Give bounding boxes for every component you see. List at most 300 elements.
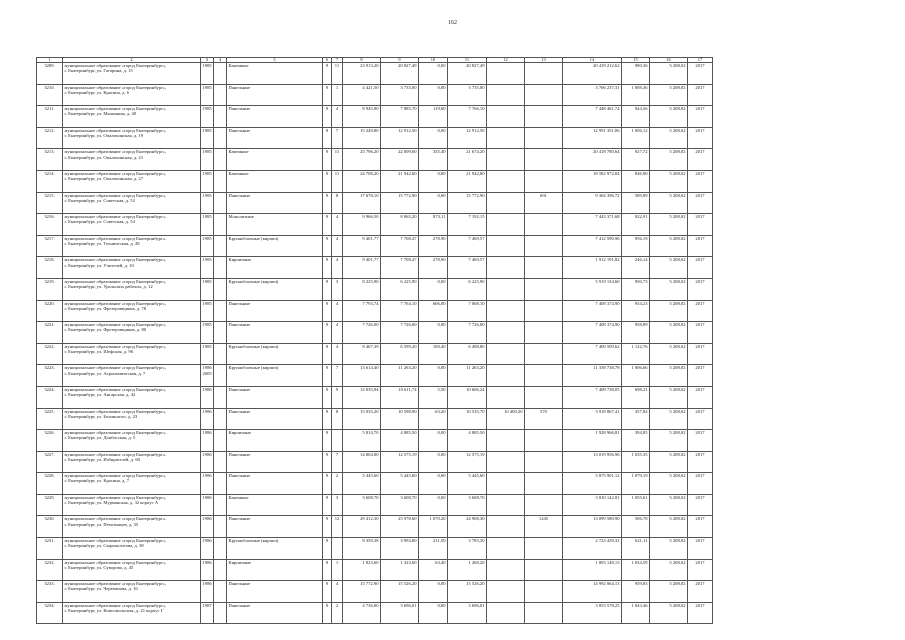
floors-cell: 9 (323, 559, 332, 581)
year-plan-cell: 2017 (688, 494, 713, 516)
entrances-cell (332, 538, 343, 560)
table-row (37, 84, 713, 106)
owner-text: муниципальное образование «город Екатеринбург», (64, 84, 167, 90)
total-area-cell: 8 225,90 (343, 278, 381, 300)
owner-text: муниципальное образование «город Екатеринбург», (64, 581, 167, 587)
owner-text: муниципальное образование «город Екатеринбург», (64, 149, 167, 155)
empty-cell (214, 365, 227, 387)
street-text: г. Екатеринбург, ул. Машинная, д. 40 (64, 111, 137, 117)
total-area-cell: 15 249,80 (343, 127, 381, 149)
owner-text: муниципальное образование «город Екатеринбург», (64, 300, 167, 306)
floors-cell: 9 (323, 430, 332, 452)
year-plan-cell: 2017 (688, 149, 713, 171)
year-plan-cell: 2017 (688, 473, 713, 495)
area-residential-cell: 22 009,60 (381, 149, 419, 171)
year-plan-cell: 2017 (688, 127, 713, 149)
column-number-cell: 3 (201, 58, 214, 63)
id-cell: 3226. (37, 430, 63, 452)
material-cell: Панельные (227, 386, 323, 408)
street-text: г. Екатеринбург, ул. Фрезеровщиков, д. 80 (64, 327, 147, 333)
cost-cell: 5 919 134,60 (563, 278, 622, 300)
material-cell: Кирпичные (227, 559, 323, 581)
year-plan-cell: 2017 (688, 602, 713, 624)
id-cell: 3223. (37, 365, 63, 387)
c13-cell (525, 386, 563, 408)
empty-cell (214, 473, 227, 495)
area-residential-cell: 7 708,47 (381, 235, 419, 257)
max-cost-cell: 5 208,02 (650, 451, 688, 473)
empty-cell (214, 516, 227, 538)
material-cell: Каменные (227, 63, 323, 85)
entrances-cell: 4 (332, 300, 343, 322)
area-nonres-cell: 0,00 (419, 430, 448, 452)
total-area-cell: 13 614,40 (343, 365, 381, 387)
empty-cell (214, 170, 227, 192)
column-number-cell: 6 (323, 58, 332, 63)
max-cost-cell: 5 208,02 (650, 149, 688, 171)
year-cell (201, 473, 214, 495)
max-cost-cell: 5 208,02 (650, 581, 688, 603)
c13-cell (525, 322, 563, 344)
area-residential-cell: 15 526,20 (381, 581, 419, 603)
entrances-cell: 7 (332, 451, 343, 473)
area-nonres-cell: 873,11 (419, 214, 448, 236)
entrances-cell: 7 (332, 127, 343, 149)
area-nonres-cell: 0,00 (419, 322, 448, 344)
column-number-cell: 17 (688, 58, 713, 63)
c13-cell (525, 538, 563, 560)
floors-cell: 9 (323, 386, 332, 408)
material-cell: Панельные (227, 451, 323, 473)
c12-cell (487, 106, 525, 128)
area-nonres-cell: 0,00 (419, 602, 448, 624)
cost-per-m2-cell: 980,36 (622, 63, 650, 85)
max-cost-cell: 5 208,02 (650, 473, 688, 495)
material-cell: Каменные (227, 170, 323, 192)
total-area-cell: 5 814,70 (343, 430, 381, 452)
cost-cell: 5 875 901,12 (563, 473, 622, 495)
area-residential-cell: 12 912,50 (381, 127, 419, 149)
floors-cell: 9 (323, 300, 332, 322)
area-residential-cell: 21 942,60 (381, 170, 419, 192)
table-row (37, 538, 713, 560)
cost-per-m2-cell: 394,85 (622, 430, 650, 452)
cost-cell: 1 893 148,13 (563, 559, 622, 581)
table-row (37, 214, 713, 236)
entrances-cell: 3 (332, 278, 343, 300)
year-cell (201, 235, 214, 257)
address-cell (63, 235, 201, 257)
id-cell: 3234. (37, 602, 63, 624)
c13-cell (525, 84, 563, 106)
c12-cell (487, 84, 525, 106)
area-nonres-cell: 0,00 (419, 278, 448, 300)
cost-per-m2-cell: 1 008,36 (622, 84, 650, 106)
address-cell (63, 322, 201, 344)
max-cost-cell: 5 208,02 (650, 430, 688, 452)
c12-cell (487, 235, 525, 257)
year-built-text: 1986 (202, 408, 212, 414)
max-cost-cell: 5 208,02 (650, 602, 688, 624)
year-cell (201, 214, 214, 236)
entrances-cell: 12 (332, 516, 343, 538)
cost-cell: 13 019 956,96 (563, 451, 622, 473)
floors-cell: 9 (323, 235, 332, 257)
area-common-cell: 7 469,57 (448, 257, 487, 279)
year-plan-cell: 2017 (688, 192, 713, 214)
year-plan-cell: 2017 (688, 214, 713, 236)
year-cell (201, 516, 214, 538)
year-cell (201, 538, 214, 560)
entrances-cell: 8 (332, 192, 343, 214)
c13-cell (525, 365, 563, 387)
year-plan-cell: 2017 (688, 257, 713, 279)
cost-per-m2-cell: 1 035,35 (622, 451, 650, 473)
year-plan-cell: 2017 (688, 63, 713, 85)
year-cell (201, 365, 214, 387)
year-built-text: 1986 (202, 494, 212, 500)
table-row (37, 192, 713, 214)
cost-per-m2-cell: 698,21 (622, 386, 650, 408)
address-cell (63, 581, 201, 603)
year-plan-cell: 2017 (688, 386, 713, 408)
table-row (37, 278, 713, 300)
c12-cell (487, 386, 525, 408)
area-common-cell: 12 912,50 (448, 127, 487, 149)
address-cell (63, 149, 201, 171)
empty-cell (214, 602, 227, 624)
entrances-cell: 4 (332, 106, 343, 128)
year-built-text: 1985 (202, 278, 212, 284)
id-cell: 3225. (37, 408, 63, 430)
table-row (37, 63, 713, 85)
material-cell: Крупноблочные (кирпич) (227, 538, 323, 560)
floors-cell: 9 (323, 170, 332, 192)
total-area-cell: 8 467,39 (343, 343, 381, 365)
area-common-cell: 15 772,90 (448, 192, 487, 214)
street-text: г. Екатеринбург, ул. Мурманская, д. 32 корпус А (64, 500, 159, 506)
total-area-cell: 8 359,38 (343, 538, 381, 560)
table-row (37, 149, 713, 171)
c13-cell (525, 63, 563, 85)
column-number-cell: 8 (343, 58, 381, 63)
material-cell: Крупноблочные (кирпич) (227, 278, 323, 300)
year-cell (201, 300, 214, 322)
column-number-cell: 7 (332, 58, 343, 63)
max-cost-cell: 5 208,02 (650, 322, 688, 344)
cost-cell: 7 408 374,90 (563, 322, 622, 344)
area-residential-cell: 20 827,49 (381, 63, 419, 85)
max-cost-cell: 5 208,02 (650, 192, 688, 214)
entrances-cell: 4 (332, 581, 343, 603)
address-cell (63, 408, 201, 430)
page-number: 162 (448, 20, 457, 26)
year-built-text: 1986 (202, 559, 212, 565)
area-nonres-cell: 211,50 (419, 538, 448, 560)
area-common-cell: 3 608,70 (448, 494, 487, 516)
empty-cell (214, 343, 227, 365)
c13-cell (525, 451, 563, 473)
material-cell: Панельные (227, 192, 323, 214)
year-cell (201, 192, 214, 214)
cost-per-m2-cell: 621,11 (622, 538, 650, 560)
floors-cell: 9 (323, 84, 332, 106)
floors-cell: 9 (323, 149, 332, 171)
area-common-cell: 10 606,24 (448, 386, 487, 408)
cost-per-m2-cell: 506,78 (622, 516, 650, 538)
owner-text: муниципальное образование «город Екатеринбург», (64, 170, 167, 176)
c13-cell (525, 106, 563, 128)
year-built-text: 1985 (202, 322, 212, 328)
max-cost-cell: 5 208,02 (650, 386, 688, 408)
owner-text: муниципальное образование «город Екатеринбург», (64, 192, 167, 198)
street-text: г. Екатеринбург, ул. Учителей, д. 10 (64, 262, 134, 268)
total-area-cell: 25 796,20 (343, 149, 381, 171)
year-cell (201, 257, 214, 279)
area-common-cell: 7 766,10 (448, 106, 487, 128)
c13-cell (525, 149, 563, 171)
owner-text: муниципальное образование «город Екатеринбург», (64, 408, 167, 414)
floors-cell: 9 (323, 451, 332, 473)
column-number-cell: 11 (448, 58, 487, 63)
floors-cell: 9 (323, 602, 332, 624)
street-text: г. Екатеринбург, ул. Опалихинская, д. 27 (64, 176, 144, 182)
total-area-cell: 4 736,00 (343, 602, 381, 624)
area-residential-cell: 5 445,60 (381, 473, 419, 495)
table-row (37, 559, 713, 581)
id-cell: 3218. (37, 257, 63, 279)
empty-cell (214, 451, 227, 473)
cost-per-m2-cell: 246,14 (622, 257, 650, 279)
max-cost-cell: 5 208,02 (650, 538, 688, 560)
area-residential-cell: 3 994,80 (381, 538, 419, 560)
cost-per-m2-cell: 950,73 (622, 278, 650, 300)
id-cell: 3222. (37, 343, 63, 365)
c13-cell (525, 430, 563, 452)
area-nonres-cell: 0,00 (419, 473, 448, 495)
cost-per-m2-cell: 1 055,61 (622, 494, 650, 516)
year-plan-cell: 2017 (688, 559, 713, 581)
area-nonres-cell: 100,40 (419, 343, 448, 365)
max-cost-cell: 5 208,02 (650, 127, 688, 149)
area-residential-cell: 4 885,50 (381, 430, 419, 452)
address-cell (63, 365, 201, 387)
year-cell (201, 278, 214, 300)
material-cell: Каменные (227, 149, 323, 171)
id-cell: 3214. (37, 170, 63, 192)
material-cell: Панельные (227, 516, 323, 538)
material-cell: Панельные (227, 581, 323, 603)
table-row (37, 386, 713, 408)
table-row (37, 127, 713, 149)
table-row (37, 365, 713, 387)
id-cell: 3217. (37, 235, 63, 257)
street-text: г. Екатеринбург, ул. Белинского, д. 23 (64, 413, 138, 419)
owner-text: муниципальное образование «город Екатеринбург», (64, 516, 167, 522)
c12-cell (487, 214, 525, 236)
c13-cell: 570 (525, 408, 563, 430)
area-nonres-cell: 0,00 (419, 451, 448, 473)
id-cell: 3232. (37, 559, 63, 581)
address-cell (63, 494, 201, 516)
entrances-cell: 1 (332, 559, 343, 581)
year-built-text: 1986 (202, 473, 212, 479)
year-built-text: 1985 (202, 192, 212, 198)
area-common-cell: 21 942,60 (448, 170, 487, 192)
area-common-cell: 24 908,30 (448, 516, 487, 538)
year-built-text: 1987 (202, 602, 212, 608)
cost-cell: 20 418 780,64 (563, 149, 622, 171)
c12-cell (487, 494, 525, 516)
year-plan-cell: 2017 (688, 581, 713, 603)
c12-cell (487, 343, 525, 365)
area-nonres-cell: 5,50 (419, 386, 448, 408)
total-area-cell: 8 945,90 (343, 106, 381, 128)
cost-cell: 20 419 212,62 (563, 63, 622, 85)
id-cell: 3215. (37, 192, 63, 214)
material-cell: Панельные (227, 84, 323, 106)
area-common-cell: 21 674,20 (448, 149, 487, 171)
cost-cell: 3 810 142,81 (563, 494, 622, 516)
area-nonres-cell: 278,90 (419, 235, 448, 257)
area-common-cell: 6 225,90 (448, 278, 487, 300)
cost-cell: 9 304 396,72 (563, 192, 622, 214)
year-plan-cell: 2017 (688, 106, 713, 128)
id-cell: 3224. (37, 386, 63, 408)
c12-cell (487, 149, 525, 171)
id-cell: 3209. (37, 63, 63, 85)
street-text: г. Екатеринбург, ул. Избирателей, д. 60 (64, 456, 140, 462)
year-plan-cell: 2017 (688, 516, 713, 538)
floors-cell: 9 (323, 473, 332, 495)
c12-cell (487, 192, 525, 214)
material-cell: Панельные (227, 106, 323, 128)
total-area-cell: 17 678,10 (343, 192, 381, 214)
cost-cell: 7 408 374,90 (563, 300, 622, 322)
c13-cell (525, 581, 563, 603)
cost-per-m2-cell: 927,72 (622, 149, 650, 171)
owner-text: муниципальное образование «город Екатеринбург», (64, 278, 167, 284)
street-text: г. Екатеринбург, ул. Опалихинская, д. 21 (64, 154, 144, 160)
c12-cell (487, 430, 525, 452)
c13-cell (525, 559, 563, 581)
area-residential-cell: 7 708,47 (381, 257, 419, 279)
cost-per-m2-cell: 1 006,66 (622, 365, 650, 387)
cost-per-m2-cell: 958,89 (622, 322, 650, 344)
owner-text: муниципальное образование «город Екатеринбург», (64, 494, 167, 500)
address-cell (63, 602, 201, 624)
entrances-cell: 4 (332, 343, 343, 365)
year-cell (201, 451, 214, 473)
address-cell (63, 516, 201, 538)
c12-cell (487, 559, 525, 581)
address-cell (63, 192, 201, 214)
entrances-cell: 4 (332, 235, 343, 257)
area-nonres-cell: 119,60 (419, 106, 448, 128)
column-number-cell: 15 (622, 58, 650, 63)
owner-text: муниципальное образование «город Екатеринбург», (64, 235, 167, 241)
material-cell: Крупноблочные (кирпич) (227, 365, 323, 387)
material-cell: Кирпичные (227, 257, 323, 279)
floors-cell: 9 (323, 516, 332, 538)
year-cell (201, 602, 214, 624)
id-cell: 3212. (37, 127, 63, 149)
floors-cell: 9 (323, 322, 332, 344)
area-common-cell: 7 068,10 (448, 300, 487, 322)
area-residential-cell: 6 225,90 (381, 278, 419, 300)
id-cell: 3210. (37, 84, 63, 106)
year-cell (201, 127, 214, 149)
street-text: г. Екатеринбург, ул. Шефская, д. 96 (64, 348, 133, 354)
max-cost-cell: 5 208,02 (650, 278, 688, 300)
entrances-cell: 7 (332, 365, 343, 387)
c13-cell: 691 (525, 192, 563, 214)
area-common-cell: 6 498,80 (448, 343, 487, 365)
max-cost-cell: 5 208,02 (650, 559, 688, 581)
column-number-cell: 4 (214, 58, 227, 63)
id-cell: 3228. (37, 473, 63, 495)
empty-cell (214, 149, 227, 171)
c12-cell (487, 451, 525, 473)
area-nonres-cell: 0,00 (419, 581, 448, 603)
cost-per-m2-cell: 1 122,76 (622, 343, 650, 365)
empty-cell (214, 63, 227, 85)
c13-cell (525, 494, 563, 516)
area-nonres-cell: 0,00 (419, 127, 448, 149)
area-nonres-cell: 0,00 (419, 365, 448, 387)
empty-cell (214, 84, 227, 106)
street-text: г. Екатеринбург, ул. Уральских рабочих, д. 12 (64, 284, 153, 290)
c13-cell (525, 602, 563, 624)
owner-text: муниципальное образование «город Екатеринбург», (64, 343, 167, 349)
area-residential-cell: 7 764,10 (381, 300, 419, 322)
floors-cell: 9 (323, 581, 332, 603)
year-plan-cell: 2017 (688, 300, 713, 322)
empty-cell (214, 214, 227, 236)
c13-cell (525, 257, 563, 279)
empty-cell (214, 127, 227, 149)
year-cell (201, 559, 214, 581)
max-cost-cell: 5 208,02 (650, 214, 688, 236)
cost-cell: 7 409 738,05 (563, 386, 622, 408)
material-cell: Панельные (227, 300, 323, 322)
floors-cell: 9 (323, 127, 332, 149)
area-common-cell: 3 783,30 (448, 538, 487, 560)
year-built-text: 1985 (202, 127, 212, 133)
floors-cell: 9 (323, 538, 332, 560)
material-cell: Кирпичные (227, 430, 323, 452)
table-row (37, 494, 713, 516)
column-number-cell: 14 (563, 58, 622, 63)
area-residential-cell: 6 599,20 (381, 343, 419, 365)
owner-text: муниципальное образование «город Екатеринбург», (64, 386, 167, 392)
owner-text: муниципальное образование «город Екатеринбург», (64, 127, 167, 133)
floors-cell: 9 (323, 257, 332, 279)
street-text: г. Екатеринбург, ул. Советская, д. 54 (64, 219, 135, 225)
area-residential-cell: 15 772,90 (381, 192, 419, 214)
owner-text: муниципальное образование «город Екатеринбург», (64, 63, 167, 68)
max-cost-cell: 5 208,02 (650, 106, 688, 128)
area-residential-cell: 1 323,60 (381, 559, 419, 581)
address-cell (63, 386, 201, 408)
address-cell (63, 170, 201, 192)
area-common-cell: 5 445,60 (448, 473, 487, 495)
c12-cell (487, 322, 525, 344)
area-nonres-cell: 606,00 (419, 300, 448, 322)
cost-cell: 7 443 371,68 (563, 214, 622, 236)
max-cost-cell: 5 208,02 (650, 343, 688, 365)
area-residential-cell: 10 611,74 (381, 386, 419, 408)
